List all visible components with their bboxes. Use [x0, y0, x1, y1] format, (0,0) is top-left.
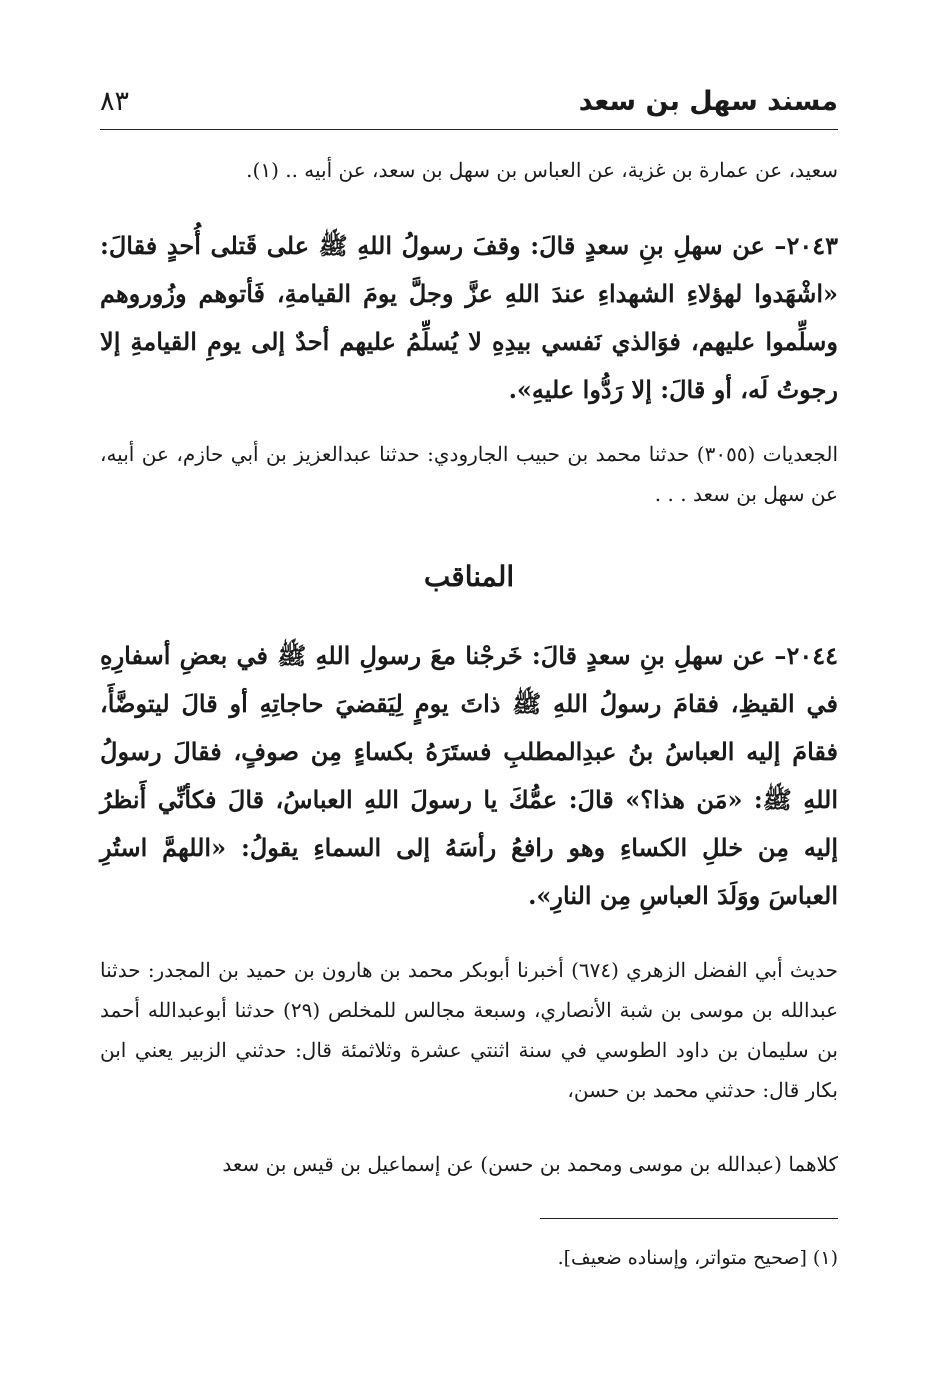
source-2043-text: الجعديات (٣٠٥٥) حدثنا محمد بن حبيب الجارودي: حدثنا عبدالعزيز بن أبي حازم، عن أبيه، عن سهل بن سعد . . . [100, 442, 838, 506]
source-2043 [100, 434, 838, 514]
hadith-2043 [100, 222, 838, 414]
hadith-2044-text: ٢٠٤٤– عن سهلِ بنِ سعدٍ قالَ: خَرجْنا معَ رسولِ اللهِ ﷺ في بعضِ أسفارِهِ في القيظِ، فقامَ رسولُ اللهِ ﷺ ذاتَ يومٍ لِيَقضيَ حاجاتِهِ أو قالَ ليتوضَّأَ، فقامَ إليه العباسُ بنُ عبدِالمطلبِ فستَرَهُ بكساءٍ مِن صوفٍ، فقالَ رسولُ اللهِ ﷺ: «مَن هذا؟» قالَ: عمُّكَ يا رسولَ اللهِ العباسُ، قالَ فكأنِّي أَنظرُ إليه مِن خللِ الكساءِ وهو رافعُ رأسَهُ إلى السماءِ يقولُ: «اللهمَّ استُرِ العباسَ ووَلَدَ العباسِ مِن النارِ». [100, 641, 838, 910]
footnote: (١) [صحيح متواتر، وإسناده ضعيف]. [557, 1247, 838, 1269]
page-number: ٨٣ [100, 86, 130, 117]
header-title: مسند سهل بن سعد [578, 86, 838, 117]
section-heading: المناقب [423, 560, 515, 593]
hadith-2044 [100, 632, 838, 920]
source-2044-continuation [100, 1144, 838, 1184]
running-header [100, 84, 838, 128]
hadith-2043-text: ٢٠٤٣– عن سهلِ بنِ سعدٍ قالَ: وقفَ رسولُ اللهِ ﷺ على قَتلى أُحدٍ فقالَ: «اشْهَدوا لهؤلاءِ الشهداءِ عندَ اللهِ عزَّ وجلَّ يومَ القيامةِ، فَأتوهم وزُوروهم وسلِّموا عليهم، فوَالذي نَفسي بيدِهِ لا يُسلِّمُ عليهم أحدٌ إلى يومِ القيامةِ إلا رجوتُ لَه، أو قالَ: إلا رَدُّوا عليهِ». [100, 231, 838, 404]
isnad-continuation [100, 150, 838, 190]
header-rule [100, 129, 838, 130]
source-2044-text: حديث أبي الفضل الزهري (٦٧٤) أخبرنا أبوبكر محمد بن هارون بن حميد بن المجدر: حدثنا عبدالله بن موسى بن شبة الأنصاري، وسبعة مجالس للمخلص (٢٩) حدثنا أبوعبدالله أحمد بن سليمان بن داود الطوسي في سنة اثنتي عشرة وثلاثمئة قال: حدثني الزبير يعني ابن بكار قال: حدثني محمد بن حسن، [100, 958, 839, 1102]
source-2044-continuation-text: كلاهما (عبدالله بن موسى ومحمد بن حسن) عن إسماعيل بن قيس بن سعد [222, 1152, 838, 1176]
isnad-continuation-text: سعيد، عن عمارة بن غزية، عن العباس بن سهل بن سعد، عن أبيه .. (١). [246, 158, 838, 182]
source-2044 [100, 950, 838, 1110]
footnote-rule [540, 1218, 838, 1219]
